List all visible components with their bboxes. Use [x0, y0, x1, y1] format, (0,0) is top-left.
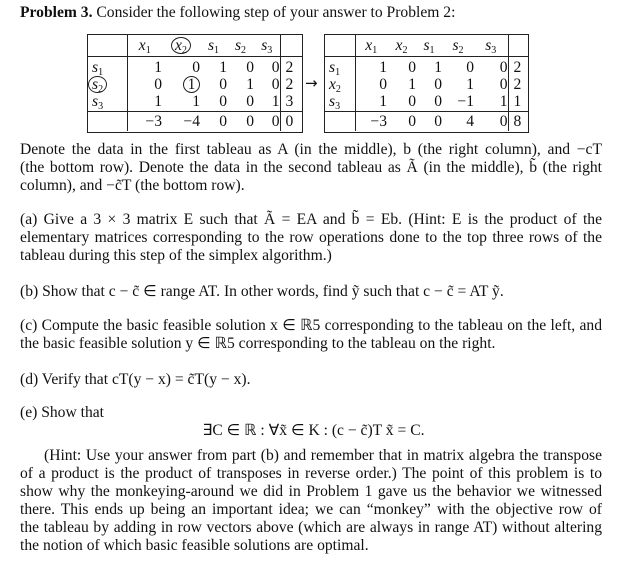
- part-a-line-3: tableau during this step of the simplex algorithm.): [20, 247, 332, 264]
- part-a-line-1: (a) Give a 3 × 3 matrix E such that Ã = EA and b̃ = Eb. (Hint: E is the product of the: [20, 211, 602, 228]
- left-tableau: [87, 34, 303, 131]
- hint-line-1: (Hint: Use your answer from part (b) and remember that in matrix algebra the transpose: [44, 447, 602, 464]
- para1-line-2: (the bottom row). Denote the data in the second tableau as Ã (in the middle), b̃ (the right: [20, 159, 602, 176]
- right-tableau: [324, 34, 529, 131]
- tableau-row: $s_3$ 1 0 0 −1 1 1: [324, 93, 529, 110]
- hint-line-6: the notion of which basic feasible solutions are optimal.: [20, 537, 369, 554]
- col-header-circled: $x_2$: [162, 34, 200, 57]
- tableau-row: $s_1$ 1 0 1 0 0 2: [324, 59, 529, 76]
- objective-row: −3 −4 0 0 0 0: [87, 112, 303, 132]
- tableau-header-row: [87, 34, 303, 57]
- col-header: $s_2$: [227, 34, 254, 57]
- part-a-line-2: elementary matrices corresponding to the row operations done to the top three rows of the: [20, 229, 602, 246]
- tableau-header-row: $x_1$ $x_2$ $s_1$ $s_2$ $s_3$: [324, 34, 529, 57]
- tableau-row: $s_1$ 1 0 1 0 0 2: [87, 59, 303, 76]
- col-header: $x_1$: [127, 34, 162, 57]
- col-header: $s_1$: [200, 34, 227, 57]
- para1-line-1: Denote the data in the first tableau as A (in the middle), b (the right column), and −cT: [20, 141, 602, 158]
- problem-heading: [20, 4, 602, 22]
- hint-line-3: show why the monkeying-around we did in Problem 1 gave us the behavior we witnessed: [20, 483, 602, 500]
- part-e: (e) Show that: [20, 404, 105, 421]
- hint-line-5: the tableau by adding in row vectors above (which are always in range AT) without altering: [20, 519, 602, 536]
- problem-intro: Consider the following step of your answer to Problem 2:: [96, 4, 456, 21]
- pivot-element: 1: [183, 76, 200, 93]
- hint-line-4: there. This ends up being an important idea; we can “monkey” with the objective row of: [20, 501, 602, 518]
- part-b: (b) Show that c − c̃ ∈ range AT. In other words, find ỹ such that c − c̃ = AT ỹ.: [20, 283, 504, 300]
- problem-label: Problem 3.: [20, 4, 93, 21]
- hint-line-2: of a product is the product of transposes in reverse order.) The point of this problem is to: [20, 465, 602, 482]
- right-arrow-icon: →: [305, 74, 318, 92]
- circled-basis: $s_2$: [88, 76, 107, 93]
- tableau-row: $s_3$ 1 1 0 0 1 3: [87, 93, 303, 110]
- col-header: $s_3$: [254, 34, 280, 57]
- part-c-line-1: (c) Compute the basic feasible solution x ∈ ℝ5 corresponding to the tableau on the left, and: [20, 317, 602, 334]
- para1-line-3: column), and −c̃T (the bottom row).: [20, 177, 245, 194]
- part-d: (d) Verify that cT(y − x) = c̃T(y − x).: [20, 371, 251, 388]
- display-equation: ∃C ∈ ℝ : ∀x̃ ∈ K : (c − c̃)T x̃ = C.: [202, 422, 425, 439]
- objective-row: −3 0 0 4 0 8: [324, 112, 529, 132]
- tableau-row: $x_2$ 0 1 0 1 0 2: [324, 76, 529, 93]
- tableau-row-pivot: $s_2$ 0 1 0 1 0 2: [87, 76, 303, 93]
- part-c-line-2: the basic feasible solution y ∈ ℝ5 corresponding to the tableau on the right.: [20, 335, 496, 352]
